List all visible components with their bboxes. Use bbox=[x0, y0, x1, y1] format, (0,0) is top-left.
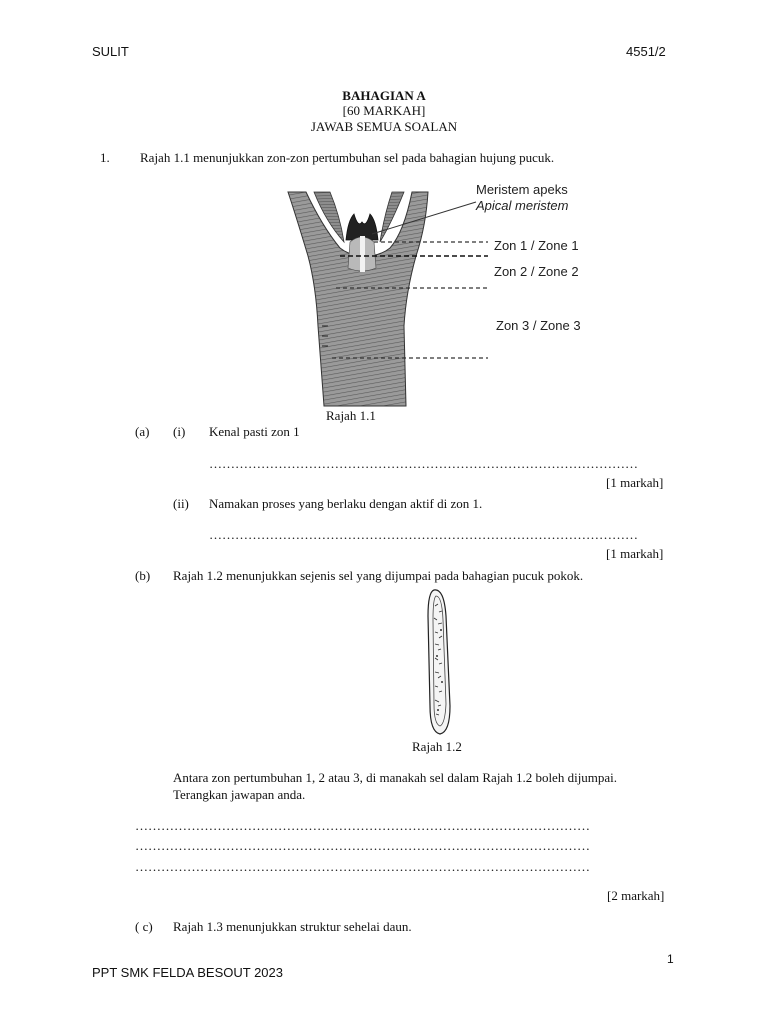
section-marks: [60 MARKAH] bbox=[342, 103, 426, 118]
part-a-i-label: (i) bbox=[173, 424, 186, 439]
section-instruction: JAWAB SEMUA SOALAN bbox=[310, 119, 458, 134]
figure1-caption: Rajah 1.1 bbox=[326, 408, 376, 423]
section-title: BAHAGIAN A bbox=[342, 88, 426, 103]
part-b-question-line2: Terangkan jawapan anda. bbox=[173, 787, 306, 802]
marks-a-ii: [1 markah] bbox=[606, 546, 664, 561]
marks-a-i: [1 markah] bbox=[606, 475, 664, 490]
question-number: 1. bbox=[100, 150, 110, 165]
part-a-label: (a) bbox=[135, 424, 150, 439]
part-a-ii-label: (ii) bbox=[173, 496, 189, 511]
marks-b: [2 markah] bbox=[607, 888, 665, 903]
label-meristem-ms: Meristem apeks bbox=[476, 182, 568, 197]
part-b-question-line1: Antara zon pertumbuhan 1, 2 atau 3, di manakah sel dalam Rajah 1.2 boleh dijumpai. bbox=[173, 770, 618, 785]
label-meristem-en: Apical meristem bbox=[476, 198, 569, 213]
question-intro: Rajah 1.1 menunjukkan zon-zon pertumbuhan sel pada bahagian hujung pucuk. bbox=[140, 150, 555, 165]
answer-line-a-i[interactable]: ……………………………………………………………………………………… bbox=[209, 456, 638, 471]
answer-line-a-ii[interactable]: ……………………………………………………………………………………… bbox=[209, 527, 638, 542]
header-sulit: SULIT bbox=[92, 44, 129, 59]
part-b-text: Rajah 1.2 menunjukkan sejenis sel yang dijumpai pada bahagian pucuk pokok. bbox=[173, 568, 584, 583]
part-a-ii-text: Namakan proses yang berlaku dengan aktif di zon 1. bbox=[209, 496, 483, 511]
label-zone1: Zon 1 / Zone 1 bbox=[494, 238, 579, 253]
part-c-label: ( c) bbox=[135, 919, 153, 934]
answer-line-b-3[interactable]: …………………………………………………………………………………………… bbox=[135, 859, 590, 874]
page-number: 1 bbox=[667, 952, 674, 966]
figure-shoot-apex bbox=[280, 176, 600, 408]
footer-school: PPT SMK FELDA BESOUT 2023 bbox=[92, 965, 283, 980]
answer-line-b-1[interactable]: …………………………………………………………………………………………… bbox=[135, 818, 590, 833]
header-code: 4551/2 bbox=[626, 44, 666, 59]
part-b-label: (b) bbox=[135, 568, 151, 583]
part-c-text: Rajah 1.3 menunjukkan struktur sehelai daun. bbox=[173, 919, 412, 934]
figure2-caption: Rajah 1.2 bbox=[412, 739, 462, 754]
figure-elongated-cell bbox=[420, 586, 460, 738]
label-zone2: Zon 2 / Zone 2 bbox=[494, 264, 579, 279]
label-zone3: Zon 3 / Zone 3 bbox=[496, 318, 581, 333]
answer-line-b-2[interactable]: …………………………………………………………………………………………… bbox=[135, 838, 590, 853]
part-a-i-text: Kenal pasti zon 1 bbox=[209, 424, 300, 439]
